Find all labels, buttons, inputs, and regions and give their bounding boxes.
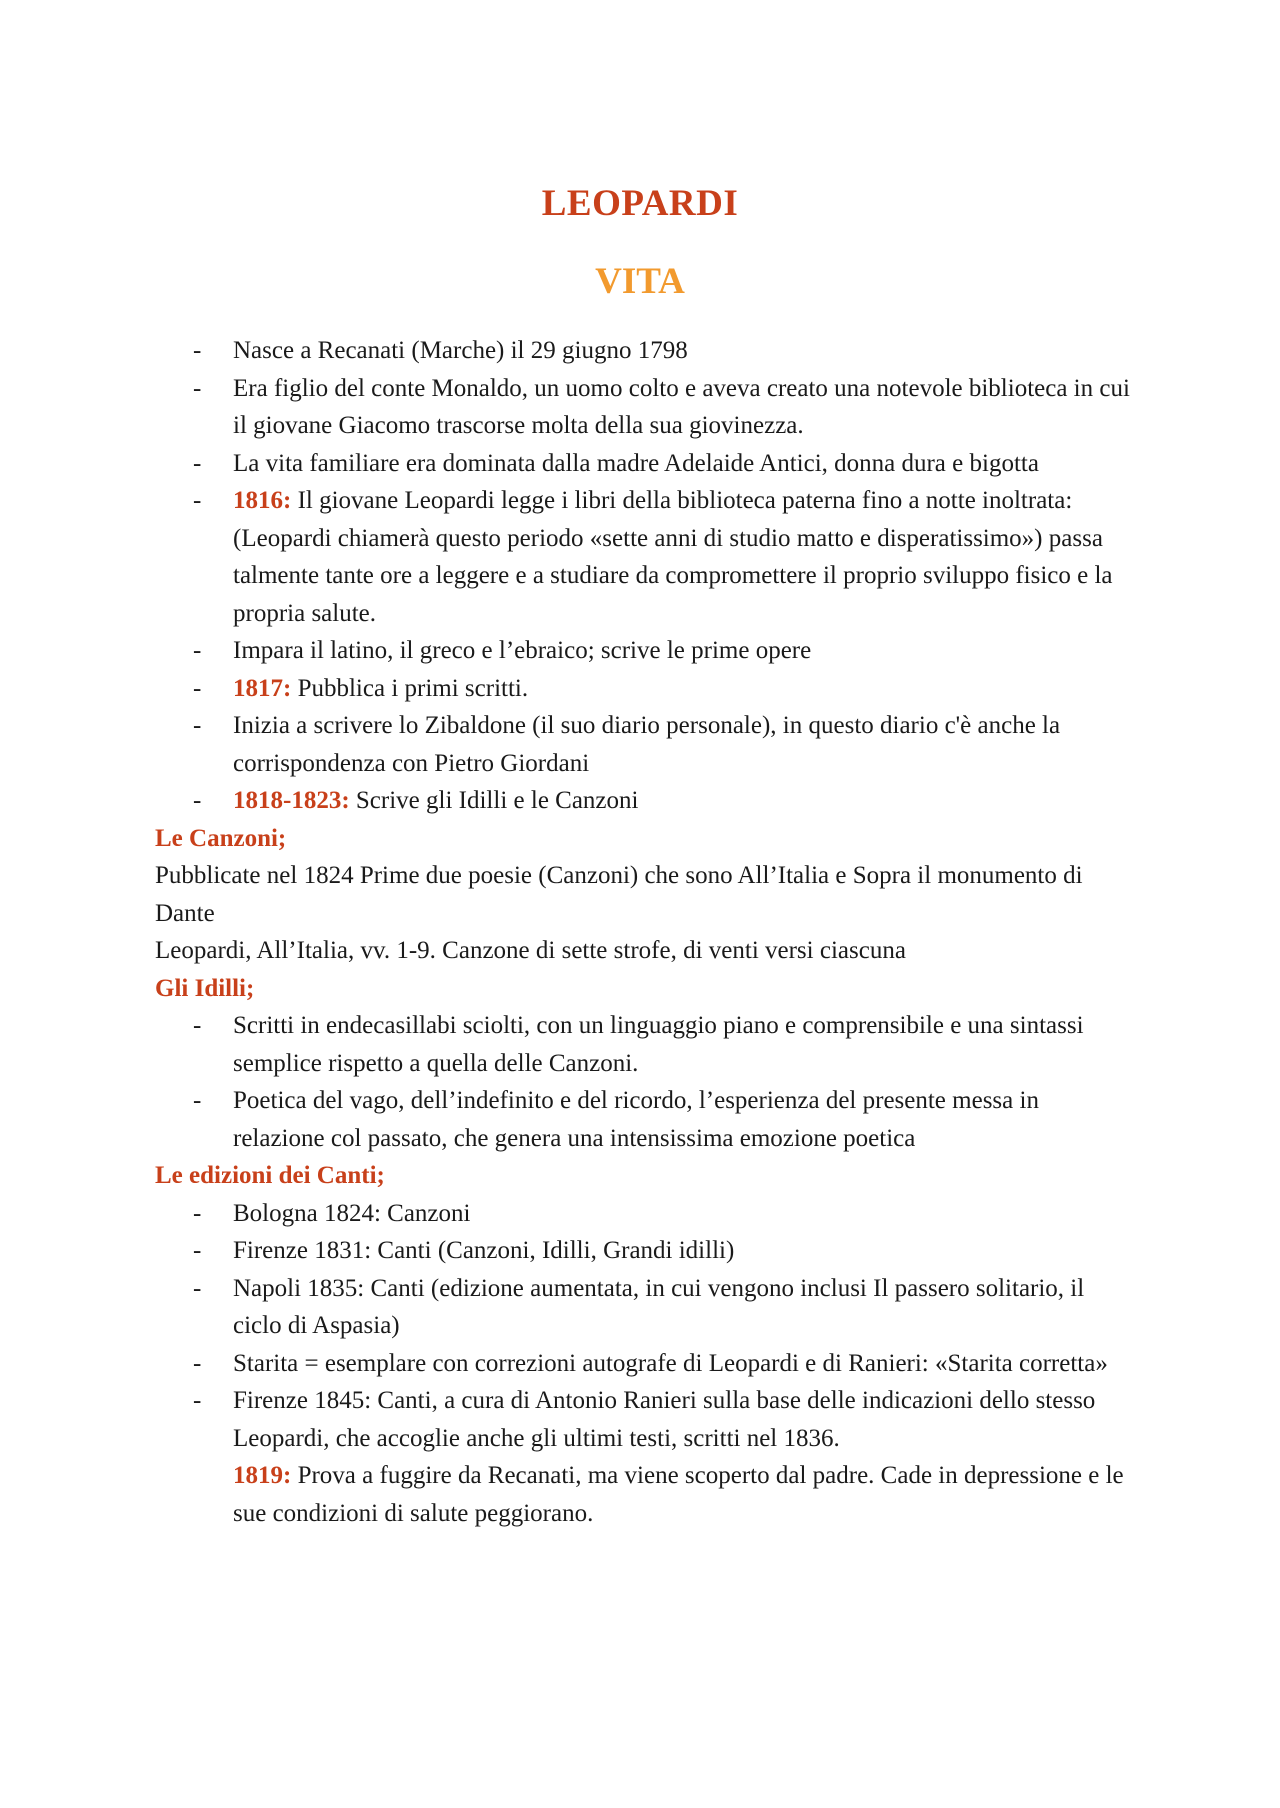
list-item: - Era figlio del conte Monaldo, un uomo colto e aveva creato una notevole biblioteca in cui il giovane Giacomo trascorse molta della sua giovinezza.	[193, 374, 1130, 439]
page-title: LEOPARDI	[541, 183, 739, 224]
page-subtitle: VITA	[595, 261, 685, 302]
year-label: 1816:	[233, 487, 292, 514]
year-label: 1819:	[233, 1462, 292, 1489]
list-item-continuation: 1819: Prova a fuggire da Recanati, ma viene scoperto dal padre. Cade in depressione e le sue condizioni di salute peggiorano.	[233, 1462, 1124, 1527]
list-item: - Poetica del vago, dell’indefinito e del ricordo, l’esperienza del presente messa in relazione col passato, che genera una intensissima emozione poetica	[193, 1087, 1039, 1152]
list-item: - Starita = esemplare con correzioni autografe di Leopardi e di Ranieri: «Starita corretta»	[193, 1349, 1108, 1377]
list-item: - Scritti in endecasillabi sciolti, con un linguaggio piano e comprensibile e una sintassi semplice rispetto a quella delle Canzoni.	[193, 1012, 1084, 1077]
list-item: - La vita familiare era dominata dalla madre Adelaide Antici, donna dura e bigotta	[193, 449, 1039, 477]
canzoni-paragraph: Leopardi, All’Italia, vv. 1-9. Canzone di sette strofe, di venti versi ciascuna	[155, 937, 906, 964]
vita-list	[155, 332, 1135, 820]
edizioni-list	[155, 1195, 1135, 1533]
list-item: - 1818-1823: Scrive gli Idilli e le Canzoni	[193, 787, 639, 814]
list-item: - 1817: Pubblica i primi scritti.	[193, 674, 529, 702]
list-item: - Impara il latino, il greco e l’ebraico; scrive le prime opere	[193, 637, 812, 664]
year-label: 1817:	[233, 674, 292, 702]
section-heading-canzoni: Le Canzoni;	[155, 824, 287, 852]
list-item: - Inizia a scrivere lo Zibaldone (il suo diario personale), in questo diario c'è anche la corrispondenza con Pietro Giordani	[193, 712, 1061, 777]
canzoni-paragraph: Pubblicate nel 1824 Prime due poesie (Canzoni) che sono All’Italia e Sopra il monumento di Dante	[155, 862, 1083, 927]
year-label: 1818-1823:	[233, 787, 350, 814]
list-item: - Firenze 1845: Canti, a cura di Antonio Ranieri sulla base delle indicazioni dello stesso Leopardi, che accoglie anche gli ultimi testi, scritti nel 1836.	[193, 1387, 1096, 1452]
section-heading-edizioni: Le edizioni dei Canti;	[155, 1162, 385, 1189]
list-item: - Napoli 1835: Canti (edizione aumentata, in cui vengono inclusi Il passero solitario, il ciclo di Aspasia)	[193, 1274, 1085, 1339]
document-body	[155, 332, 1135, 1532]
idilli-list	[155, 1007, 1135, 1157]
list-item: - Firenze 1831: Canti (Canzoni, Idilli, Grandi idilli)	[193, 1237, 735, 1264]
section-heading-idilli: Gli Idilli;	[155, 974, 255, 1002]
list-item: - 1816: Il giovane Leopardi legge i libri della biblioteca paterna fino a notte inoltrata: (Leopardi chiamerà questo periodo «sette anni di studio matto e disperatissimo») passa talmente tante ore a leggere e a studiare da compromettere il proprio sviluppo fisico e la propria salute.	[193, 487, 1113, 627]
list-item: - Bologna 1824: Canzoni	[193, 1199, 471, 1227]
list-item: - Nasce a Recanati (Marche) il 29 giugno 1798	[193, 337, 688, 364]
